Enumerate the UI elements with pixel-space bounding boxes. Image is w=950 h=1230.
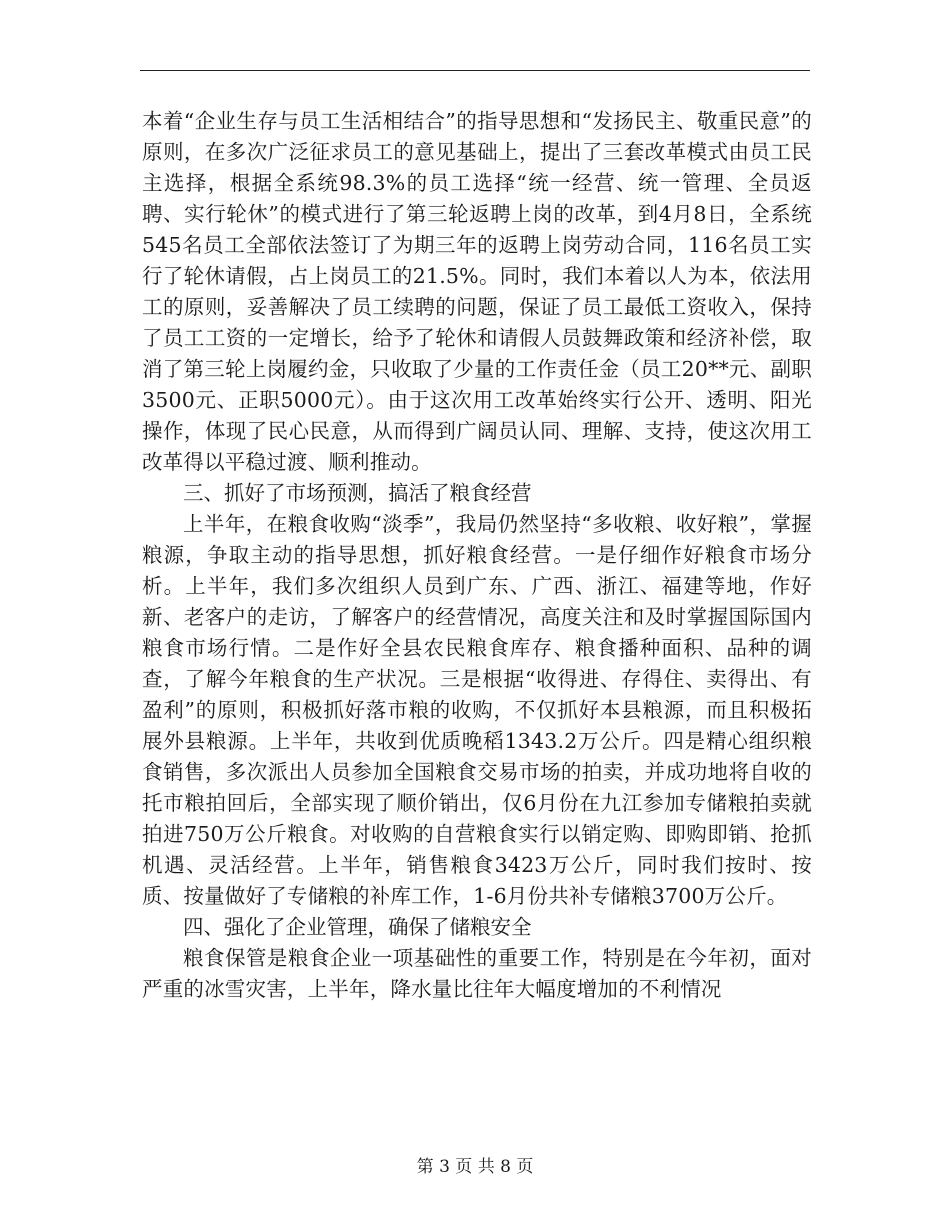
document-body	[142, 106, 812, 1005]
paragraph: 粮食保管是粮食企业一项基础性的重要工作，特别是在今年初，面对严重的冰雪灾害，上半年，降水量比往年大幅度增加的不利情况	[142, 946, 812, 1001]
section-heading: 三、抓好了市场预测，搞活了粮食经营	[183, 481, 532, 505]
header-rule	[140, 70, 810, 71]
page-number: 第 3 页 共 8 页	[416, 1157, 534, 1177]
paragraph: 上半年，在粮食收购“淡季”，我局仍然坚持“多收粮、收好粮”，掌握粮源，争取主动的指导思想，抓好粮食经营。一是仔细作好粮食市场分析。上半年，我们多次组织人员到广东、广西、浙江、福建等地，作好新、老客户的走访，了解客户的经营情况，高度关注和及时掌握国际国内粮食市场行情。二是作好全县农民粮食库存、粮食播种面积、品种的调查，了解今年粮食的生产状况。三是根据“收得进、存得住、卖得出、有盈利”的原则，积极抓好落市粮的收购，不仅抓好本县粮源，而且积极拓展外县粮源。上半年，共收到优质晚稻1343.2万公斤。四是精心组织粮食销售，多次派出人员参加全国粮食交易市场的拍卖，并成功地将自收的托市粮拍回后，全部实现了顺价销出，仅6月份在九江参加专储粮拍卖就拍进750万公斤粮食。对收购的自营粮食实行以销定购、即购即销、抢抓机遇、灵活经营。上半年，销售粮食3423万公斤，同时我们按时、按质、按量做好了专储粮的补库工作，1-6月份共补专储粮3700万公斤。	[142, 512, 812, 908]
paragraph: 本着“企业生存与员工生活相结合”的指导思想和“发扬民主、敬重民意”的原则，在多次广泛征求员工的意见基础上，提出了三套改革模式由员工民主选择，根据全系统98.3%的员工选择“统一经营、统一管理、全员返聘、实行轮休”的模式进行了第三轮返聘上岗的改革，到4月8日，全系统545名员工全部依法签订了为期三年的返聘上岗劳动合同，116名员工实行了轮休请假，占上岗员工的21.5%。同时，我们本着以人为本，依法用工的原则，妥善解决了员工续聘的问题，保证了员工最低工资收入，保持了员工工资的一定增长，给予了轮休和请假人员鼓舞政策和经济补偿，取消了第三轮上岗履约金，只收取了少量的工作责任金（员工20**元、副职3500元、正职5000元）。由于这次用工改革始终实行公开、透明、阳光操作，体现了民心民意，从而得到广阔员认同、理解、支持，使这次用工改革得以平稳过渡、顺利推动。	[142, 109, 812, 474]
section-heading: 四、强化了企业管理，确保了储粮安全	[183, 915, 532, 939]
